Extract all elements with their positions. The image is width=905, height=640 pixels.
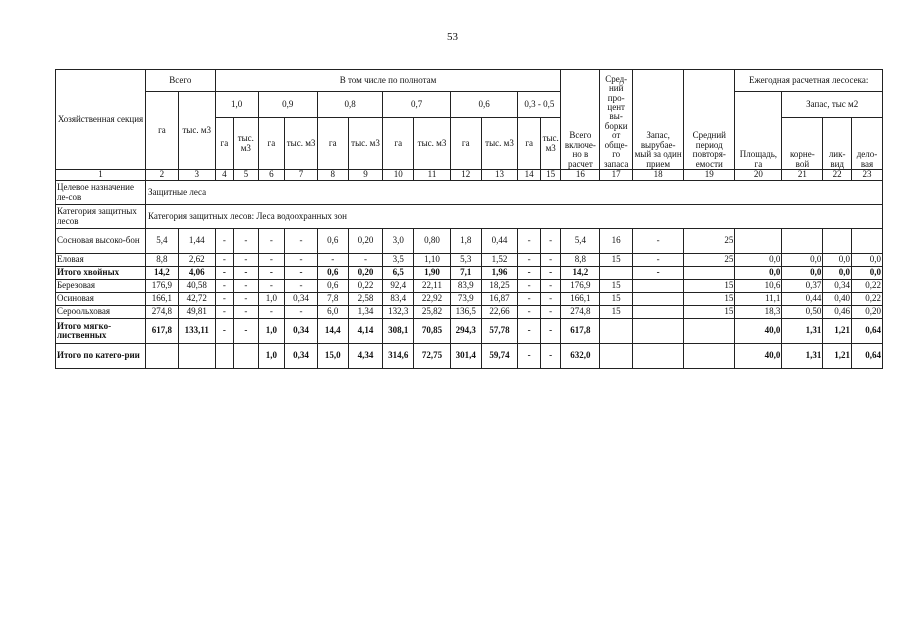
table-cell: - bbox=[258, 254, 285, 267]
table-cell: 0,22 bbox=[348, 280, 383, 293]
table-cell: - bbox=[633, 267, 684, 280]
table-cell: 0,0 bbox=[735, 254, 782, 267]
table-cell: - bbox=[317, 254, 348, 267]
table-cell: 15 bbox=[684, 293, 735, 306]
header-g3-ha: га bbox=[317, 118, 348, 170]
table-cell: 1,52 bbox=[481, 254, 518, 267]
table-row bbox=[56, 267, 883, 280]
header-g4-ha: га bbox=[383, 118, 414, 170]
table-cell: 0,64 bbox=[851, 344, 882, 369]
table-cell bbox=[600, 344, 633, 369]
column-number: 20 bbox=[735, 170, 782, 181]
table-cell: 15,0 bbox=[317, 344, 348, 369]
table-cell: 301,4 bbox=[450, 344, 481, 369]
table-cell: - bbox=[258, 267, 285, 280]
table-cell: 14,4 bbox=[317, 319, 348, 344]
table-cell: - bbox=[518, 280, 541, 293]
table-cell: - bbox=[234, 319, 259, 344]
table-cell: 8,8 bbox=[146, 254, 179, 267]
table-cell: - bbox=[215, 267, 233, 280]
table-cell: - bbox=[285, 306, 318, 319]
table-cell bbox=[684, 267, 735, 280]
table-cell: 133,11 bbox=[178, 319, 215, 344]
table-cell: - bbox=[215, 254, 233, 267]
table-cell: 15 bbox=[600, 293, 633, 306]
table-cell bbox=[633, 293, 684, 306]
table-cell: 22,11 bbox=[414, 280, 451, 293]
category-label: Категория защитных лесов bbox=[56, 205, 146, 229]
table-cell: 0,34 bbox=[285, 344, 318, 369]
column-number: 11 bbox=[414, 170, 451, 181]
table-cell: 617,8 bbox=[561, 319, 600, 344]
column-number: 14 bbox=[518, 170, 541, 181]
table-cell: 42,72 bbox=[178, 293, 215, 306]
header-group-1: 1,0 bbox=[215, 92, 258, 118]
table-cell: 5,4 bbox=[561, 229, 600, 254]
table-cell: 1,44 bbox=[178, 229, 215, 254]
table-cell: 0,0 bbox=[851, 267, 882, 280]
column-number-row bbox=[56, 170, 883, 181]
header-total: Всего bbox=[146, 70, 216, 92]
header-g4-m3: тыс. м3 bbox=[414, 118, 451, 170]
table-row bbox=[56, 229, 883, 254]
table-cell: - bbox=[234, 293, 259, 306]
table-cell bbox=[215, 344, 233, 369]
table-cell: 22,92 bbox=[414, 293, 451, 306]
header-group-3: 0,8 bbox=[317, 92, 382, 118]
table-cell: - bbox=[215, 306, 233, 319]
table-cell: 0,40 bbox=[823, 293, 852, 306]
table-cell: 0,0 bbox=[823, 267, 852, 280]
column-number: 1 bbox=[56, 170, 146, 181]
table-cell: 0,44 bbox=[782, 293, 823, 306]
table-cell: 16,87 bbox=[481, 293, 518, 306]
header-stock-removed: Запас, вырубае-мый за один прием bbox=[633, 70, 684, 170]
table-cell: - bbox=[285, 254, 318, 267]
table-cell: - bbox=[540, 254, 561, 267]
table-cell: - bbox=[215, 319, 233, 344]
row-name: Березовая bbox=[56, 280, 146, 293]
table-cell: 15 bbox=[684, 306, 735, 319]
header-root: корне-вой bbox=[782, 118, 823, 170]
table-cell: 18,25 bbox=[481, 280, 518, 293]
table-cell: 0,34 bbox=[285, 293, 318, 306]
column-number: 17 bbox=[600, 170, 633, 181]
table-cell: - bbox=[540, 344, 561, 369]
table-cell: - bbox=[258, 306, 285, 319]
table-cell: 73,9 bbox=[450, 293, 481, 306]
table-cell: 2,62 bbox=[178, 254, 215, 267]
table-cell: 1,0 bbox=[258, 319, 285, 344]
table-cell: 4,34 bbox=[348, 344, 383, 369]
header-avg-period: Средний период повторя-емости bbox=[684, 70, 735, 170]
table-cell: - bbox=[518, 229, 541, 254]
table-cell: - bbox=[540, 293, 561, 306]
table-cell: 25 bbox=[684, 229, 735, 254]
column-number: 16 bbox=[561, 170, 600, 181]
table-row bbox=[56, 306, 883, 319]
table-cell: - bbox=[518, 267, 541, 280]
column-number: 10 bbox=[383, 170, 414, 181]
table-cell: 15 bbox=[600, 306, 633, 319]
table-cell: 0,20 bbox=[348, 267, 383, 280]
category-value: Категория защитных лесов: Леса водоохранных зон bbox=[146, 205, 883, 229]
header-g5-m3: тыс. м3 bbox=[481, 118, 518, 170]
table-row bbox=[56, 319, 883, 344]
table-cell bbox=[684, 344, 735, 369]
table-cell: 83,9 bbox=[450, 280, 481, 293]
column-number: 3 bbox=[178, 170, 215, 181]
header-by-stocking: В том числе по полнотам bbox=[215, 70, 561, 92]
row-name: Еловая bbox=[56, 254, 146, 267]
table-cell: 274,8 bbox=[146, 306, 179, 319]
table-cell: 294,3 bbox=[450, 319, 481, 344]
table-cell bbox=[735, 229, 782, 254]
header-g2-ha: га bbox=[258, 118, 285, 170]
table-cell: 0,20 bbox=[348, 229, 383, 254]
table-cell: - bbox=[518, 293, 541, 306]
table-row bbox=[56, 280, 883, 293]
table-cell: - bbox=[285, 229, 318, 254]
row-name: Итого хвойных bbox=[56, 267, 146, 280]
table-cell: - bbox=[540, 229, 561, 254]
header-g6-ha: га bbox=[518, 118, 541, 170]
table-cell: 83,4 bbox=[383, 293, 414, 306]
table-cell: 0,0 bbox=[782, 267, 823, 280]
table-cell: 1,21 bbox=[823, 319, 852, 344]
table-cell: 25,82 bbox=[414, 306, 451, 319]
forest-table bbox=[55, 69, 883, 369]
table-cell: - bbox=[258, 280, 285, 293]
table-cell: 632,0 bbox=[561, 344, 600, 369]
header-g1-ha: га bbox=[215, 118, 233, 170]
table-cell: 1,10 bbox=[414, 254, 451, 267]
table-cell: 22,66 bbox=[481, 306, 518, 319]
table-cell: 57,78 bbox=[481, 319, 518, 344]
table-cell: 0,44 bbox=[481, 229, 518, 254]
column-number: 23 bbox=[851, 170, 882, 181]
table-cell: 274,8 bbox=[561, 306, 600, 319]
table-cell: 15 bbox=[684, 280, 735, 293]
header-g5-ha: га bbox=[450, 118, 481, 170]
table-cell: 176,9 bbox=[146, 280, 179, 293]
table-cell: 176,9 bbox=[561, 280, 600, 293]
table-cell bbox=[633, 319, 684, 344]
table-cell: - bbox=[234, 280, 259, 293]
purpose-value: Защитные леса bbox=[146, 181, 883, 205]
table-cell: 1,31 bbox=[782, 344, 823, 369]
header-stock: Запас, тыс м2 bbox=[782, 92, 883, 118]
table-cell: 1,0 bbox=[258, 293, 285, 306]
table-cell: 0,20 bbox=[851, 306, 882, 319]
table-cell: 40,58 bbox=[178, 280, 215, 293]
table-cell: - bbox=[540, 280, 561, 293]
table-cell: 4,14 bbox=[348, 319, 383, 344]
table-cell: 15 bbox=[600, 254, 633, 267]
table-cell bbox=[823, 229, 852, 254]
header-group-4: 0,7 bbox=[383, 92, 451, 118]
table-row bbox=[56, 293, 883, 306]
table-cell: 0,0 bbox=[823, 254, 852, 267]
table-cell: - bbox=[518, 254, 541, 267]
table-cell bbox=[146, 344, 179, 369]
table-row bbox=[56, 254, 883, 267]
table-cell: 0,6 bbox=[317, 229, 348, 254]
row-name: Сероольховая bbox=[56, 306, 146, 319]
table-cell: 11,1 bbox=[735, 293, 782, 306]
table-cell: 15 bbox=[600, 280, 633, 293]
table-cell bbox=[234, 344, 259, 369]
table-cell bbox=[600, 319, 633, 344]
header-included: Всего включе-но в расчет bbox=[561, 70, 600, 170]
table-cell: 1,8 bbox=[450, 229, 481, 254]
table-cell: 0,50 bbox=[782, 306, 823, 319]
table-cell: 72,75 bbox=[414, 344, 451, 369]
table-cell bbox=[633, 306, 684, 319]
table-cell bbox=[782, 229, 823, 254]
table-cell: 1,90 bbox=[414, 267, 451, 280]
row-name: Осиновая bbox=[56, 293, 146, 306]
table-cell: 10,6 bbox=[735, 280, 782, 293]
header-g3-m3: тыс. м3 bbox=[348, 118, 383, 170]
header-annual: Ежегодная расчетная лесосека: bbox=[735, 70, 883, 92]
table-cell: 25 bbox=[684, 254, 735, 267]
table-cell: 2,58 bbox=[348, 293, 383, 306]
row-name: Итого мягко-лиственных bbox=[56, 319, 146, 344]
header-section: Хозяйственная секция bbox=[56, 70, 146, 170]
header-group-2: 0,9 bbox=[258, 92, 317, 118]
row-name: Итого по катего-рии bbox=[56, 344, 146, 369]
table-cell: - bbox=[215, 229, 233, 254]
table-cell: 0,22 bbox=[851, 280, 882, 293]
page-number: 53 bbox=[447, 31, 458, 43]
table-cell: 0,34 bbox=[823, 280, 852, 293]
table-cell: 92,4 bbox=[383, 280, 414, 293]
table-cell bbox=[684, 319, 735, 344]
column-number: 4 bbox=[215, 170, 233, 181]
table-cell: 0,0 bbox=[851, 254, 882, 267]
table-cell: 0,64 bbox=[851, 319, 882, 344]
table-cell: 1,21 bbox=[823, 344, 852, 369]
table-cell: 0,34 bbox=[285, 319, 318, 344]
table-cell: - bbox=[215, 280, 233, 293]
column-number: 18 bbox=[633, 170, 684, 181]
table-cell: 59,74 bbox=[481, 344, 518, 369]
table-cell: - bbox=[540, 306, 561, 319]
header-total-m3: тыс. м3 bbox=[178, 92, 215, 170]
table-cell: - bbox=[234, 306, 259, 319]
column-number: 12 bbox=[450, 170, 481, 181]
table-cell: 40,0 bbox=[735, 344, 782, 369]
table-cell: - bbox=[234, 254, 259, 267]
table-cell: 0,22 bbox=[851, 293, 882, 306]
table-cell: 4,06 bbox=[178, 267, 215, 280]
table-cell: 5,4 bbox=[146, 229, 179, 254]
table-cell: 5,3 bbox=[450, 254, 481, 267]
table-cell bbox=[633, 344, 684, 369]
header-total-ha: га bbox=[146, 92, 179, 170]
column-number: 6 bbox=[258, 170, 285, 181]
table-cell: 0,6 bbox=[317, 267, 348, 280]
table-cell: 49,81 bbox=[178, 306, 215, 319]
table-cell: - bbox=[518, 306, 541, 319]
table-cell: 7,1 bbox=[450, 267, 481, 280]
table-cell: 3,5 bbox=[383, 254, 414, 267]
header-area: Площадь, га bbox=[735, 92, 782, 170]
column-number: 8 bbox=[317, 170, 348, 181]
table-cell: 18,3 bbox=[735, 306, 782, 319]
table-cell: 7,8 bbox=[317, 293, 348, 306]
table-cell: 14,2 bbox=[146, 267, 179, 280]
table-cell: 0,46 bbox=[823, 306, 852, 319]
table-cell: - bbox=[633, 254, 684, 267]
table-cell: 0,0 bbox=[735, 267, 782, 280]
table-cell: 8,8 bbox=[561, 254, 600, 267]
table-cell: 136,5 bbox=[450, 306, 481, 319]
table-cell bbox=[178, 344, 215, 369]
table-cell: - bbox=[234, 229, 259, 254]
table-cell: 0,6 bbox=[317, 280, 348, 293]
column-number: 22 bbox=[823, 170, 852, 181]
table-cell: 6,0 bbox=[317, 306, 348, 319]
table-cell: 0,0 bbox=[782, 254, 823, 267]
table-cell bbox=[600, 267, 633, 280]
header-business: дело-вая bbox=[851, 118, 882, 170]
table-cell: 1,96 bbox=[481, 267, 518, 280]
header-avg-pct: Сред-ний про-цент вы-борки от обще-го запаса bbox=[600, 70, 633, 170]
header-group-6: 0,3 - 0,5 bbox=[518, 92, 561, 118]
column-number: 15 bbox=[540, 170, 561, 181]
purpose-label: Целевое назначение ле-сов bbox=[56, 181, 146, 205]
column-number: 7 bbox=[285, 170, 318, 181]
table-cell: 132,3 bbox=[383, 306, 414, 319]
table-cell: - bbox=[518, 344, 541, 369]
table-cell: - bbox=[633, 229, 684, 254]
table-cell: 1,0 bbox=[258, 344, 285, 369]
header-g1-m3: тыс. м3 bbox=[234, 118, 259, 170]
header-group-5: 0,6 bbox=[450, 92, 518, 118]
table-cell: - bbox=[540, 319, 561, 344]
column-number: 2 bbox=[146, 170, 179, 181]
table-cell: - bbox=[518, 319, 541, 344]
table-cell: 0,80 bbox=[414, 229, 451, 254]
row-name: Сосновая высоко-бон bbox=[56, 229, 146, 254]
table-cell: - bbox=[258, 229, 285, 254]
column-number: 19 bbox=[684, 170, 735, 181]
table-cell bbox=[633, 280, 684, 293]
header-liquid: лик-вид bbox=[823, 118, 852, 170]
table-cell: 308,1 bbox=[383, 319, 414, 344]
header-g2-m3: тыс. м3 bbox=[285, 118, 318, 170]
table-cell: - bbox=[285, 267, 318, 280]
table-cell: 3,0 bbox=[383, 229, 414, 254]
table-cell: - bbox=[540, 267, 561, 280]
table-row bbox=[56, 344, 883, 369]
table-cell: - bbox=[234, 267, 259, 280]
header-g6-m3: тыс. м3 bbox=[540, 118, 561, 170]
table-cell: - bbox=[348, 254, 383, 267]
table-cell: 314,6 bbox=[383, 344, 414, 369]
table-cell: 6,5 bbox=[383, 267, 414, 280]
column-number: 21 bbox=[782, 170, 823, 181]
table-cell: 1,31 bbox=[782, 319, 823, 344]
table-cell: 14,2 bbox=[561, 267, 600, 280]
column-number: 5 bbox=[234, 170, 259, 181]
table-cell: 166,1 bbox=[561, 293, 600, 306]
table-cell: - bbox=[215, 293, 233, 306]
table-cell: 0,37 bbox=[782, 280, 823, 293]
table-cell: 70,85 bbox=[414, 319, 451, 344]
table-cell bbox=[851, 229, 882, 254]
table-cell: 40,0 bbox=[735, 319, 782, 344]
column-number: 9 bbox=[348, 170, 383, 181]
table-cell: 16 bbox=[600, 229, 633, 254]
table-cell: 166,1 bbox=[146, 293, 179, 306]
table-cell: 617,8 bbox=[146, 319, 179, 344]
table-cell: 1,34 bbox=[348, 306, 383, 319]
column-number: 13 bbox=[481, 170, 518, 181]
table-cell: - bbox=[285, 280, 318, 293]
